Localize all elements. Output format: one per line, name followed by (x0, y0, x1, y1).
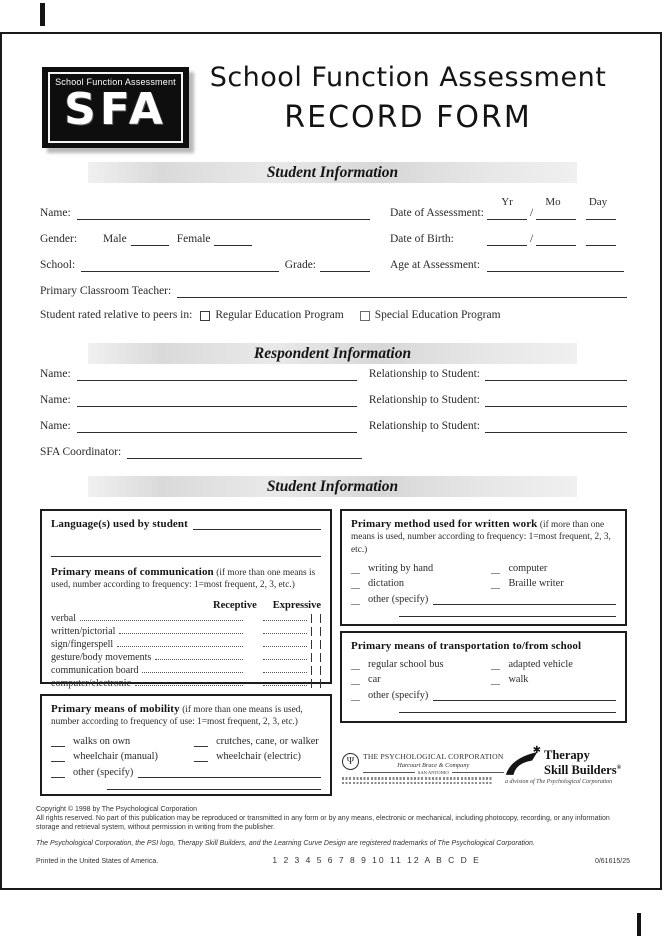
written-work-option (491, 563, 616, 574)
section-title: Student Information (266, 163, 399, 181)
sfa-logo-inner-frame (48, 72, 183, 143)
communication-title: Primary means of communication (51, 566, 214, 578)
respondent-row-3 (40, 420, 627, 433)
psychcorp-city-row (363, 770, 504, 775)
written-work-other-line-2[interactable] (399, 616, 616, 617)
leader-dots (263, 658, 307, 660)
transportation-blank[interactable] (491, 675, 500, 685)
expressive-header: Expressive (272, 599, 321, 611)
comm-item-label: sign/fingerspell (51, 638, 114, 650)
leader-dots (155, 658, 243, 660)
birth-yr-line[interactable] (487, 234, 527, 246)
relationship-label: Relationship to Student: (368, 368, 480, 380)
written-work-option-label: Braille writer (508, 578, 564, 590)
psychcorp-city-list-line (342, 777, 492, 780)
female-check-line[interactable] (214, 234, 252, 246)
printed-in-usa: Printed in the United States of America. (36, 858, 159, 866)
expressive-slot[interactable] (311, 640, 321, 649)
written-work-blank[interactable] (351, 595, 360, 605)
special-program-checkbox[interactable] (360, 311, 370, 321)
yr-column-header: Yr (501, 196, 513, 208)
registered-mark: ® (616, 765, 622, 771)
language-title-row (51, 518, 321, 530)
written-work-options (351, 563, 616, 589)
written-work-option (351, 563, 491, 574)
leader-dots (142, 671, 243, 673)
language-input-line[interactable] (193, 518, 321, 530)
written-work-option-label: writing by hand (368, 563, 434, 575)
mobility-blank[interactable] (194, 752, 208, 762)
transportation-option (491, 674, 616, 685)
leader-dots (135, 684, 243, 686)
mobility-options (51, 736, 321, 762)
mobility-blank[interactable] (51, 737, 65, 747)
trademark-paragraph: The Psychological Corporation, the PSI logo, Therapy Skill Builders, and the Learning Curve Design are registered trademarks of The Psychological Corporation. (36, 840, 535, 848)
name-label: Name: (40, 207, 71, 219)
tsb-tagline: a division of The Psychological Corporation (505, 779, 613, 786)
relationship-label: Relationship to Student: (368, 394, 480, 406)
registration-mark-bottom (637, 913, 641, 936)
name-input-line[interactable] (77, 208, 370, 220)
copyright-line: Copyright © 1998 by The Psychological Corporation (36, 806, 198, 813)
section-respondent-information (88, 343, 577, 364)
rated-label: Student rated relative to peers in: (40, 309, 193, 321)
student-name-row (40, 207, 370, 220)
relationship-line-1[interactable] (485, 369, 627, 381)
transportation-blank[interactable] (351, 660, 360, 670)
mobility-blank[interactable] (51, 752, 65, 762)
registration-mark-top (40, 3, 45, 26)
leader-dots (263, 684, 307, 686)
communication-title-block (51, 566, 321, 592)
psi-circle-icon: Ψ (342, 753, 359, 770)
date-of-birth-row (390, 233, 624, 246)
tsb-name-line2: Skill Builders (544, 763, 617, 778)
footer-fine-print (36, 805, 630, 866)
mobility-option (51, 751, 194, 762)
respondent-name-line-2[interactable] (77, 395, 357, 407)
respondent-name-label: Name: (40, 394, 71, 406)
written-work-option-label: dictation (368, 578, 405, 590)
gender-label: Gender: (40, 233, 78, 245)
day-column-header: Day (588, 196, 608, 208)
transportation-blank[interactable] (491, 660, 500, 670)
mobility-option-label: crutches, cane, or walker (216, 735, 319, 747)
mobility-option (194, 736, 321, 747)
section-title: Student Information (266, 477, 399, 495)
transportation-other-line[interactable] (433, 689, 616, 701)
leader-dots (80, 619, 243, 621)
respondent-row-2 (40, 394, 627, 407)
comm-item-row (51, 611, 321, 624)
written-work-title-block (351, 518, 616, 556)
school-label: School: (40, 259, 76, 271)
transportation-other-row (351, 689, 616, 701)
catalog-number: 0/61615/25 (594, 858, 630, 866)
written-work-blank[interactable] (351, 579, 360, 589)
relationship-line-2[interactable] (485, 395, 627, 407)
tsb-name-line1: Therapy (544, 748, 590, 762)
written-work-option (491, 578, 616, 589)
leader-dots (263, 671, 307, 673)
transportation-other-line-2[interactable] (399, 712, 616, 713)
other-label: other (specify) (368, 690, 429, 701)
transportation-title-block (351, 640, 616, 652)
other-label: other (specify) (73, 766, 134, 778)
mobility-other-line-2[interactable] (107, 789, 321, 790)
transportation-option (351, 674, 491, 685)
sfa-logo-label: School Function Assessment (55, 77, 176, 87)
transportation-option (491, 659, 616, 670)
section-title: Respondent Information (253, 344, 412, 362)
mo-column-header: Mo (545, 196, 561, 208)
teacher-row (40, 285, 627, 298)
date-slash: / (530, 207, 534, 219)
mobility-option (51, 736, 194, 747)
respondent-name-line-3[interactable] (77, 421, 357, 433)
relationship-label: Relationship to Student: (368, 420, 480, 432)
program-rating-row (40, 309, 600, 322)
transportation-options (351, 659, 616, 685)
comm-item-row (51, 624, 321, 637)
assessment-day-line[interactable] (586, 208, 616, 220)
mobility-box (40, 694, 332, 796)
written-work-other-line[interactable] (433, 593, 616, 605)
language-communication-box (40, 509, 332, 689)
mobility-blank[interactable] (51, 768, 65, 778)
mobility-option-label: wheelchair (electric) (216, 750, 301, 762)
transportation-option (351, 659, 491, 670)
asterisk-icon: ✱ (532, 745, 541, 757)
comm-item-label: communication board (51, 664, 139, 676)
assessment-mo-line[interactable] (536, 208, 576, 220)
transportation-option-label: adapted vehicle (508, 659, 573, 670)
written-work-other-row (351, 593, 616, 605)
written-work-blank[interactable] (491, 579, 500, 589)
written-work-box (340, 509, 627, 626)
male-label: Male (103, 233, 127, 245)
special-program-label: Special Education Program (374, 309, 501, 321)
comm-item-label: gesture/body movements (51, 651, 152, 663)
mobility-blank[interactable] (194, 737, 208, 747)
gender-row (40, 233, 370, 246)
expressive-slot[interactable] (311, 627, 321, 636)
tsb-header (505, 745, 631, 778)
form-subtitle: RECORD FORM (284, 100, 532, 135)
birth-mo-line[interactable] (536, 234, 576, 246)
expressive-slot[interactable] (311, 666, 321, 675)
comm-item-label: written/pictorial (51, 625, 116, 637)
communication-column-headers (51, 600, 321, 611)
assessment-yr-line[interactable] (487, 208, 527, 220)
respondent-name-label: Name: (40, 368, 71, 380)
transportation-option-label: car (368, 674, 381, 685)
school-grade-row (40, 259, 370, 272)
communication-note: (if more than one means is used, number according to frequency: 1=most frequent, 2, 3, etc.) (51, 568, 316, 591)
regular-program-label: Regular Education Program (215, 309, 344, 321)
date-of-birth-label: Date of Birth: (390, 233, 454, 245)
comm-item-label: verbal (51, 612, 76, 624)
male-check-line[interactable] (131, 234, 169, 246)
transportation-title: Primary means of transportation to/from school (351, 640, 582, 652)
relationship-line-3[interactable] (485, 421, 627, 433)
written-work-option (351, 578, 491, 589)
expressive-slot[interactable] (311, 653, 321, 662)
age-input-line[interactable] (487, 260, 624, 272)
respondent-row-1 (40, 368, 627, 381)
respondent-name-label: Name: (40, 420, 71, 432)
mobility-option-label: walks on own (73, 735, 131, 747)
psychcorp-division: Harcourt Brace & Company (397, 762, 470, 769)
date-of-assessment-label: Date of Assessment: (390, 207, 484, 219)
leader-dots (117, 645, 243, 647)
coordinator-label: SFA Coordinator: (40, 446, 122, 458)
written-work-note: (if more than one means is used, number according to frequency: 1=most frequent, 2, 3, etc.) (351, 520, 611, 555)
transportation-option-label: walk (508, 674, 529, 685)
other-label: other (specify) (368, 594, 429, 606)
age-at-assessment-row (390, 259, 624, 272)
language-input-line-2[interactable] (51, 545, 321, 557)
written-work-title: Primary method used for written work (351, 518, 538, 530)
teacher-label: Primary Classroom Teacher: (40, 285, 172, 297)
age-label: Age at Assessment: (390, 259, 481, 271)
tsb-name (544, 749, 621, 777)
mobility-title: Primary means of mobility (51, 703, 180, 715)
comm-item-row (51, 676, 321, 689)
leader-dots (263, 632, 307, 634)
transportation-blank[interactable] (351, 675, 360, 685)
psychcorp-header (342, 752, 504, 775)
comm-item-row (51, 650, 321, 663)
leader-dots (119, 632, 243, 634)
expressive-slot[interactable] (311, 614, 321, 623)
psychcorp-city: SAN ANTONIO (417, 770, 449, 775)
regular-program-checkbox[interactable] (200, 311, 210, 321)
grade-label: Grade: (284, 259, 316, 271)
written-work-blank[interactable] (491, 564, 500, 574)
transportation-blank[interactable] (351, 691, 360, 701)
form-title-block (196, 62, 620, 135)
divider (363, 772, 415, 773)
date-slash: / (530, 233, 534, 245)
leader-dots (263, 619, 307, 621)
swoosh-icon (505, 745, 541, 776)
mobility-note: (if more than one means is used, number according to frequency of use: 1=most frequent, 2, 3, etc.) (51, 705, 303, 728)
form-title: School Function Assessment (209, 62, 607, 93)
female-label: Female (176, 233, 211, 245)
therapy-skill-builders-logo (505, 745, 631, 786)
section-student-information-2 (88, 476, 577, 497)
mobility-title-block (51, 703, 321, 729)
comm-item-row (51, 663, 321, 676)
receptive-header: Receptive (213, 599, 257, 611)
comm-item-label: computer/electronic (51, 677, 131, 689)
sfa-logo (42, 67, 189, 148)
mobility-option (194, 751, 321, 762)
birth-day-line[interactable] (586, 234, 616, 246)
teacher-input-line[interactable] (177, 286, 627, 298)
coordinator-input-line[interactable] (127, 447, 362, 459)
sfa-logo-acronym: SFA (64, 84, 167, 135)
sfa-coordinator-row (40, 446, 362, 459)
language-title: Language(s) used by student (51, 518, 188, 530)
print-run-numbers: 1 2 3 4 5 6 7 8 9 10 11 12 A B C D E (272, 855, 481, 866)
respondent-name-line-1[interactable] (77, 369, 357, 381)
printing-row (36, 855, 630, 866)
mobility-other-row (51, 766, 321, 778)
school-input-line[interactable] (81, 260, 279, 272)
date-of-assessment-row (390, 207, 624, 220)
section-student-information (88, 162, 577, 183)
expressive-slot[interactable] (311, 679, 321, 688)
rights-paragraph: All rights reserved. No part of this publication may be reproduced or transmitted in any form or by any means, electronic or mechanical, including photocopy, recording, or any information storage and retrieval system, without permission in writing from the publisher. (36, 815, 610, 832)
psychcorp-name: THE PSYCHOLOGICAL CORPORATION (363, 752, 504, 761)
psychcorp-city-list-line (342, 782, 492, 785)
divider (452, 772, 504, 773)
comm-item-row (51, 637, 321, 650)
written-work-option-label: computer (508, 563, 548, 575)
mobility-option-label: wheelchair (manual) (73, 750, 158, 762)
transportation-box (340, 631, 627, 723)
mobility-other-line[interactable] (138, 766, 321, 778)
grade-input-line[interactable] (320, 260, 370, 272)
psychcorp-logo (342, 752, 504, 784)
leader-dots (263, 645, 307, 647)
transportation-option-label: regular school bus (368, 659, 444, 670)
written-work-blank[interactable] (351, 564, 360, 574)
